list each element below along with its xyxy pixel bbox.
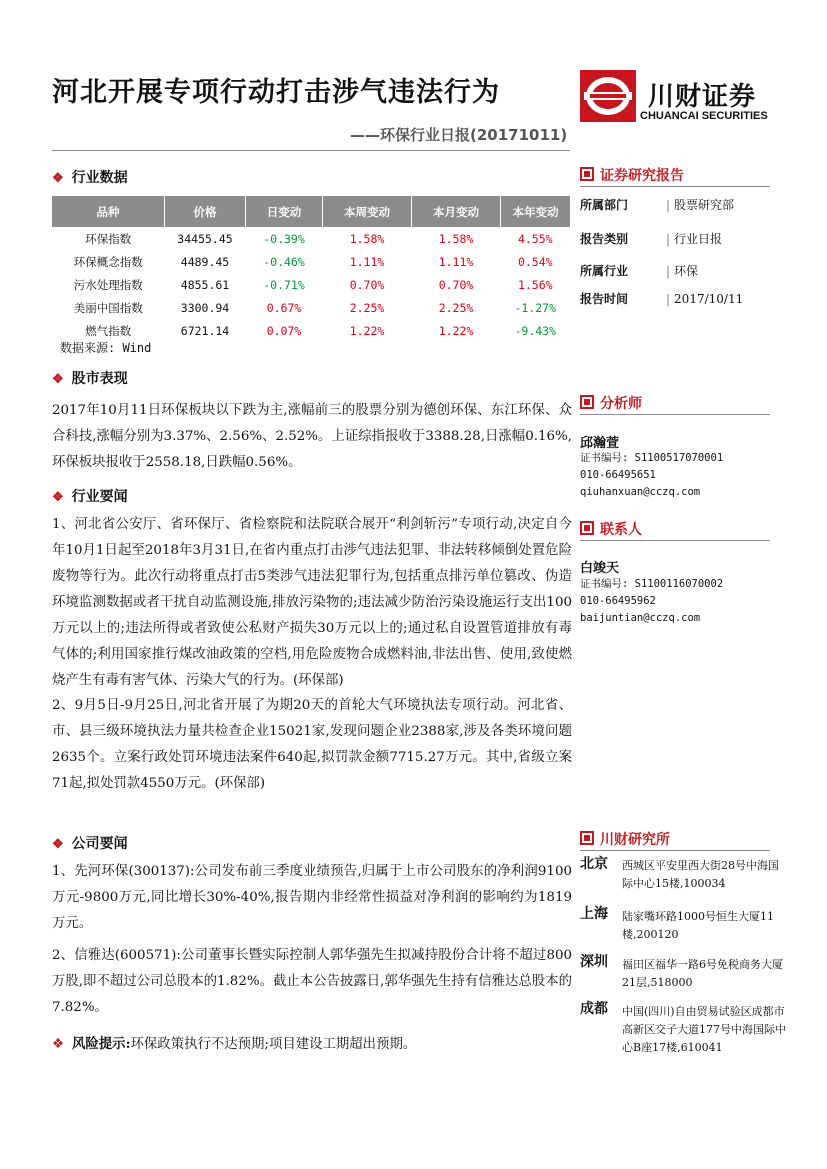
sidebar-head-text: 分析师 [600, 396, 642, 412]
week-change-cell: 1.11% [349, 254, 385, 269]
sidebar-divider [580, 540, 770, 541]
table-row [52, 250, 570, 273]
analyst-name: 邱瀚萱 [580, 436, 620, 451]
section-industry-data [52, 167, 128, 187]
price-cell: 6721.14 [180, 323, 230, 338]
month-change-cell: 0.70% [438, 277, 474, 292]
analyst-phone: 010-66495651 [580, 469, 656, 481]
col-header: 本年变动 [501, 196, 571, 227]
year-change-cell: 0.54% [517, 254, 553, 269]
sidebar-analyst-head [580, 393, 642, 413]
meta-key: 所属行业 [580, 264, 629, 278]
year-change-cell: 1.56% [517, 277, 553, 292]
data-source-note: 数据来源: Wind [60, 341, 152, 355]
industry-news-item-2: 2、9月5日-9月25日,河北省开展了为期20天的首轮大气环境执法专项行动。河北省、市、县三级环境执法力量共检查企业15021家,发现问题企业2388家,涉及各类环境问题2635个。立案行政处罚环境违法案件640起,拟罚款金额7715.27万元。其中,省级立案71起,拟处罚款4550万元。(环保部) [52, 698, 572, 791]
sidebar-head-text: 川财研究所 [600, 832, 670, 848]
table-row [52, 296, 570, 319]
section-market [52, 368, 128, 388]
meta-value: 股票研究部 [674, 198, 735, 212]
name: 环保概念指数 [73, 254, 143, 269]
meta-key: 所属部门 [580, 198, 629, 212]
company-news-item-1: 1、先河环保(300137):公司发布前三季度业绩预告,归属于上市公司股东的净利润9100万元-9800万元,同比增长30%-40%,报告期内非经常性损益对净利润的影响约为1819万元。 [52, 864, 572, 931]
section-title: 行业数据 [71, 170, 128, 186]
square-bullet-icon [580, 167, 594, 181]
meta-key: 报告时间 [580, 292, 629, 306]
col-header: 价格 [165, 196, 246, 227]
diamond-bullet-icon: ❖ [52, 837, 64, 852]
office-address-shanghai: 陆家嘴环路1000号恒生大厦11楼,200120 [622, 910, 774, 941]
sidebar-head-text: 联系人 [600, 522, 642, 538]
week-change-cell: 2.25% [349, 300, 385, 315]
day-change-cell: 0.67% [266, 300, 302, 315]
office-city-chengdu: 成都 [580, 1001, 608, 1017]
price-cell: 4855.61 [180, 277, 230, 292]
col-header: 本月变动 [412, 196, 501, 227]
section-title: 公司要闻 [71, 836, 128, 852]
contact-phone: 010-66495962 [580, 595, 656, 607]
day-change-cell: -0.46% [263, 254, 305, 269]
contact-cert: 证书编号: S1100116070002 [580, 578, 724, 590]
meta-row-dept: 所属部门 | 股票研究部 [580, 198, 735, 212]
table-header-row [52, 196, 570, 227]
day-change-cell: -0.39% [263, 231, 305, 246]
day-change-cell: 0.07% [266, 323, 302, 338]
name: 污水处理指数 [73, 277, 143, 292]
year-change-cell: 4.55% [517, 231, 553, 246]
table-row [52, 273, 570, 296]
analyst-email[interactable]: qiuhanxuan@cczq.com [580, 486, 701, 498]
diamond-bullet-icon: ❖ [52, 171, 64, 186]
diamond-bullet-icon: ❖ [52, 490, 64, 505]
risk-warning [52, 1033, 416, 1052]
sidebar-head-text: 证券研究报告 [600, 168, 684, 184]
sidebar-divider [580, 186, 770, 187]
office-city-shenzhen: 深圳 [580, 954, 608, 970]
office-city-beijing: 北京 [580, 856, 608, 872]
month-change-cell: 2.25% [438, 300, 474, 315]
meta-row-industry: 所属行业 | 环保 [580, 264, 699, 278]
year-change-cell: -1.27% [514, 300, 557, 315]
page-title: 河北开展专项行动打击涉气违法行为 [52, 77, 500, 108]
month-change-cell: 1.11% [438, 254, 474, 269]
company-logo-icon [580, 70, 636, 122]
year-change-cell: -9.43% [514, 323, 557, 338]
week-change-cell: 1.58% [349, 231, 385, 246]
risk-label: 风险提示: [72, 1036, 131, 1052]
company-logo-english: CHUANCAI SECURITIES [640, 110, 768, 122]
square-bullet-icon [580, 395, 594, 409]
market-table [52, 196, 570, 342]
col-header: 日变动 [246, 196, 323, 227]
market-paragraph: 2017年10月11日环保板块以下跌为主,涨幅前三的股票分别为德创环保、东江环保、众合科技,涨幅分别为3.37%、2.56%、2.52%。上证综指报收于3388.28,日涨幅0.16%,环保板块报收于2558.18,日跌幅0.56%。 [52, 403, 572, 470]
company-news-item-2: 2、信雅达(600571):公司董事长暨实际控制人郭华强先生拟减持股份合计将不超过800万股,即不超过公司总股本的1.82%。截止本公告披露日,郭华强先生持有信雅达总股本的7.82%。 [52, 948, 572, 1015]
section-company-news [52, 833, 128, 853]
meta-value: 2017/10/11 [674, 292, 744, 306]
page-subtitle: ——环保行业日报(20171011) [350, 126, 568, 144]
col-header: 品种 [52, 196, 165, 227]
name: 美丽中国指数 [73, 300, 143, 315]
section-title: 行业要闻 [71, 489, 128, 505]
analyst-cert: 证书编号: S1100517070001 [580, 452, 724, 464]
square-bullet-icon [580, 521, 594, 535]
sidebar-divider [580, 850, 770, 851]
price-cell: 3300.94 [180, 300, 230, 315]
square-bullet-icon [580, 831, 594, 845]
name: 环保指数 [85, 231, 132, 246]
sidebar-contact-head [580, 519, 642, 539]
meta-row-date: 报告时间 | 2017/10/11 [580, 292, 744, 306]
month-change-cell: 1.58% [438, 231, 474, 246]
diamond-bullet-icon: ❖ [52, 1037, 65, 1052]
price-cell: 4489.45 [180, 254, 230, 269]
risk-text: 环保政策执行不达预期;项目建设工期超出预期。 [130, 1037, 417, 1052]
header-divider [52, 150, 570, 151]
office-address-shenzhen: 福田区福华一路6号免税商务大厦21层,518000 [622, 958, 783, 989]
meta-key: 报告类别 [580, 232, 629, 246]
meta-value: 环保 [674, 264, 699, 278]
month-change-cell: 1.22% [438, 323, 474, 338]
office-city-shanghai: 上海 [580, 906, 608, 922]
meta-row-type: 报告类别 | 行业日报 [580, 232, 723, 246]
section-industry-news [52, 486, 128, 506]
company-logo-text: 川财证券 [648, 82, 757, 112]
col-header: 本周变动 [323, 196, 412, 227]
industry-news-item-1: 1、河北省公安厅、省环保厅、省检察院和法院联合展开“利剑斩污”专项行动,决定自今年10月1日起至2018年3月31日,在省内重点打击涉气违法犯罪、非法转移倾倒处置危险废物等行为。此次行动将重点打击5类涉气违法犯罪行为,包括重点排污单位篡改、伪造环境监测数据或者干扰自动监测设施,排放污染物的;违法减少防治污染设施运行支出100万元以上的;违法所得或者致使公私财产损失30万元以上的;通过私自设置管道排放有毒气体的;利用国家推行煤改油政策的空档,用危险废物合成燃料油,非法出售、使用,致使燃烧产生有毒有害气体、污染大气的行为。(环保部) [52, 517, 572, 688]
contact-email[interactable]: baijuntian@cczq.com [580, 612, 701, 624]
week-change-cell: 0.70% [349, 277, 385, 292]
meta-value: 行业日报 [674, 232, 723, 246]
day-change-cell: -0.71% [263, 277, 305, 292]
sidebar-report-head [580, 165, 684, 185]
sidebar-institute-head [580, 829, 670, 849]
week-change-cell: 1.22% [349, 323, 385, 338]
office-address-chengdu: 中国(四川)自由贸易试验区成都市高新区交子大道177号中海国际中心B座17楼,610041 [622, 1005, 786, 1054]
sidebar-divider [580, 414, 770, 415]
name: 燃气指数 [85, 323, 132, 338]
diamond-bullet-icon: ❖ [52, 372, 64, 387]
office-address-beijing: 西城区平安里西大街28号中海国际中心15楼,100034 [622, 859, 779, 890]
contact-name: 白竣天 [580, 561, 620, 576]
price-cell: 34455.45 [177, 231, 233, 246]
section-title: 股市表现 [71, 371, 128, 387]
table-row [52, 227, 570, 250]
